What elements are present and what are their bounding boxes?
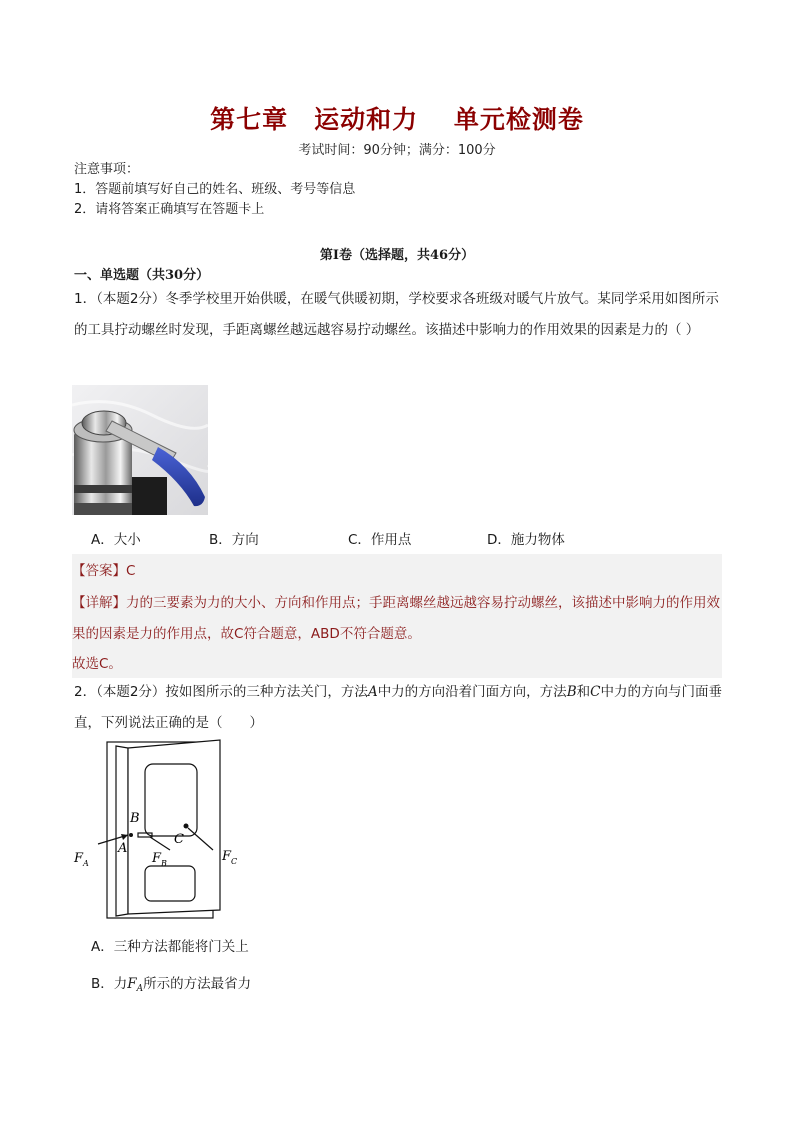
- diagram-label-a: A: [118, 841, 128, 856]
- notes-item: 1．答题前填写好自己的姓名、班级、考号等信息: [74, 182, 356, 197]
- diagram-label-fb-sub: B: [161, 859, 167, 868]
- diagram-label-fa: F: [74, 851, 84, 866]
- diagram-label-fa-sub: A: [83, 859, 89, 868]
- q2-text-part: 和: [576, 684, 591, 700]
- q2-option-b-text: B．力: [91, 976, 128, 992]
- q2-option-b[interactable]: [91, 972, 251, 994]
- q2-text-part: 中力的方向沿着门面方向，方法: [377, 684, 567, 700]
- section-heading: 第I卷（选择题，共46分）: [319, 248, 475, 263]
- q2-var-a: A: [367, 684, 378, 700]
- diagram-label-fc-sub: C: [231, 857, 238, 866]
- exam-info: 考试时间：90分钟；满分：100分: [298, 143, 496, 158]
- question-1-text: 1．（本题2分）冬季学校里开始供暖，在暖气供暖初期，学校要求各班级对暖气片放气。某同学采用如图所示的工具拧动螺丝时发现，手距离螺丝越远越容易拧动螺丝。该描述中影响力的作用效果的因素是力的（ ）: [74, 291, 719, 338]
- answer-detail: 【详解】力的三要素为力的大小、方向和作用点；手距离螺丝越远越容易拧动螺丝，该描述中影响力的作用效果的因素是力的作用点，故C符合题意，ABD不符合题意。: [72, 595, 720, 642]
- q2-text-part: 中力的方向与门面垂直，下列说法正确的是（ ）: [74, 684, 722, 731]
- wrench-photo: [72, 385, 208, 515]
- q2-option-b-force: F: [127, 976, 137, 992]
- diagram-label-fc: F: [222, 849, 232, 864]
- answer-final: 故选C。: [72, 656, 122, 672]
- q2-option-b-text: 所示的方法最省力: [143, 976, 252, 992]
- option-b[interactable]: B．方向: [209, 532, 259, 548]
- answer-box: [72, 554, 722, 678]
- q2-var-b: B: [566, 684, 577, 700]
- option-d[interactable]: D．施力物体: [487, 532, 565, 548]
- question-2-text: [74, 677, 724, 739]
- diagram-label-fb: F: [152, 851, 162, 866]
- q2-var-c: C: [590, 684, 601, 700]
- part-heading: 一、单选题（共30分）: [74, 268, 210, 283]
- q2-option-b-sub: A: [136, 984, 144, 994]
- notes-item: 2．请将答案正确填写在答题卡上: [74, 202, 265, 217]
- door-diagram: [70, 738, 260, 923]
- notes-heading: 注意事项：: [74, 162, 140, 177]
- option-a[interactable]: A．大小: [91, 532, 141, 548]
- notes: [74, 160, 355, 220]
- answer-label: 【答案】C: [72, 563, 136, 579]
- wrench-illustration: [72, 385, 208, 515]
- diagram-label-c: C: [174, 832, 184, 847]
- q2-option-a[interactable]: A．三种方法都能将门关上: [91, 939, 249, 955]
- door-illustration: [70, 738, 260, 923]
- diagram-label-b: B: [130, 811, 140, 826]
- question-1-options: [91, 528, 691, 548]
- option-c[interactable]: C．作用点: [348, 532, 412, 548]
- exam-title: 第七章 运动和力 单元检测卷: [210, 105, 584, 134]
- q2-text-part: 2．（本题2分）按如图所示的三种方法关门，方法: [74, 684, 368, 700]
